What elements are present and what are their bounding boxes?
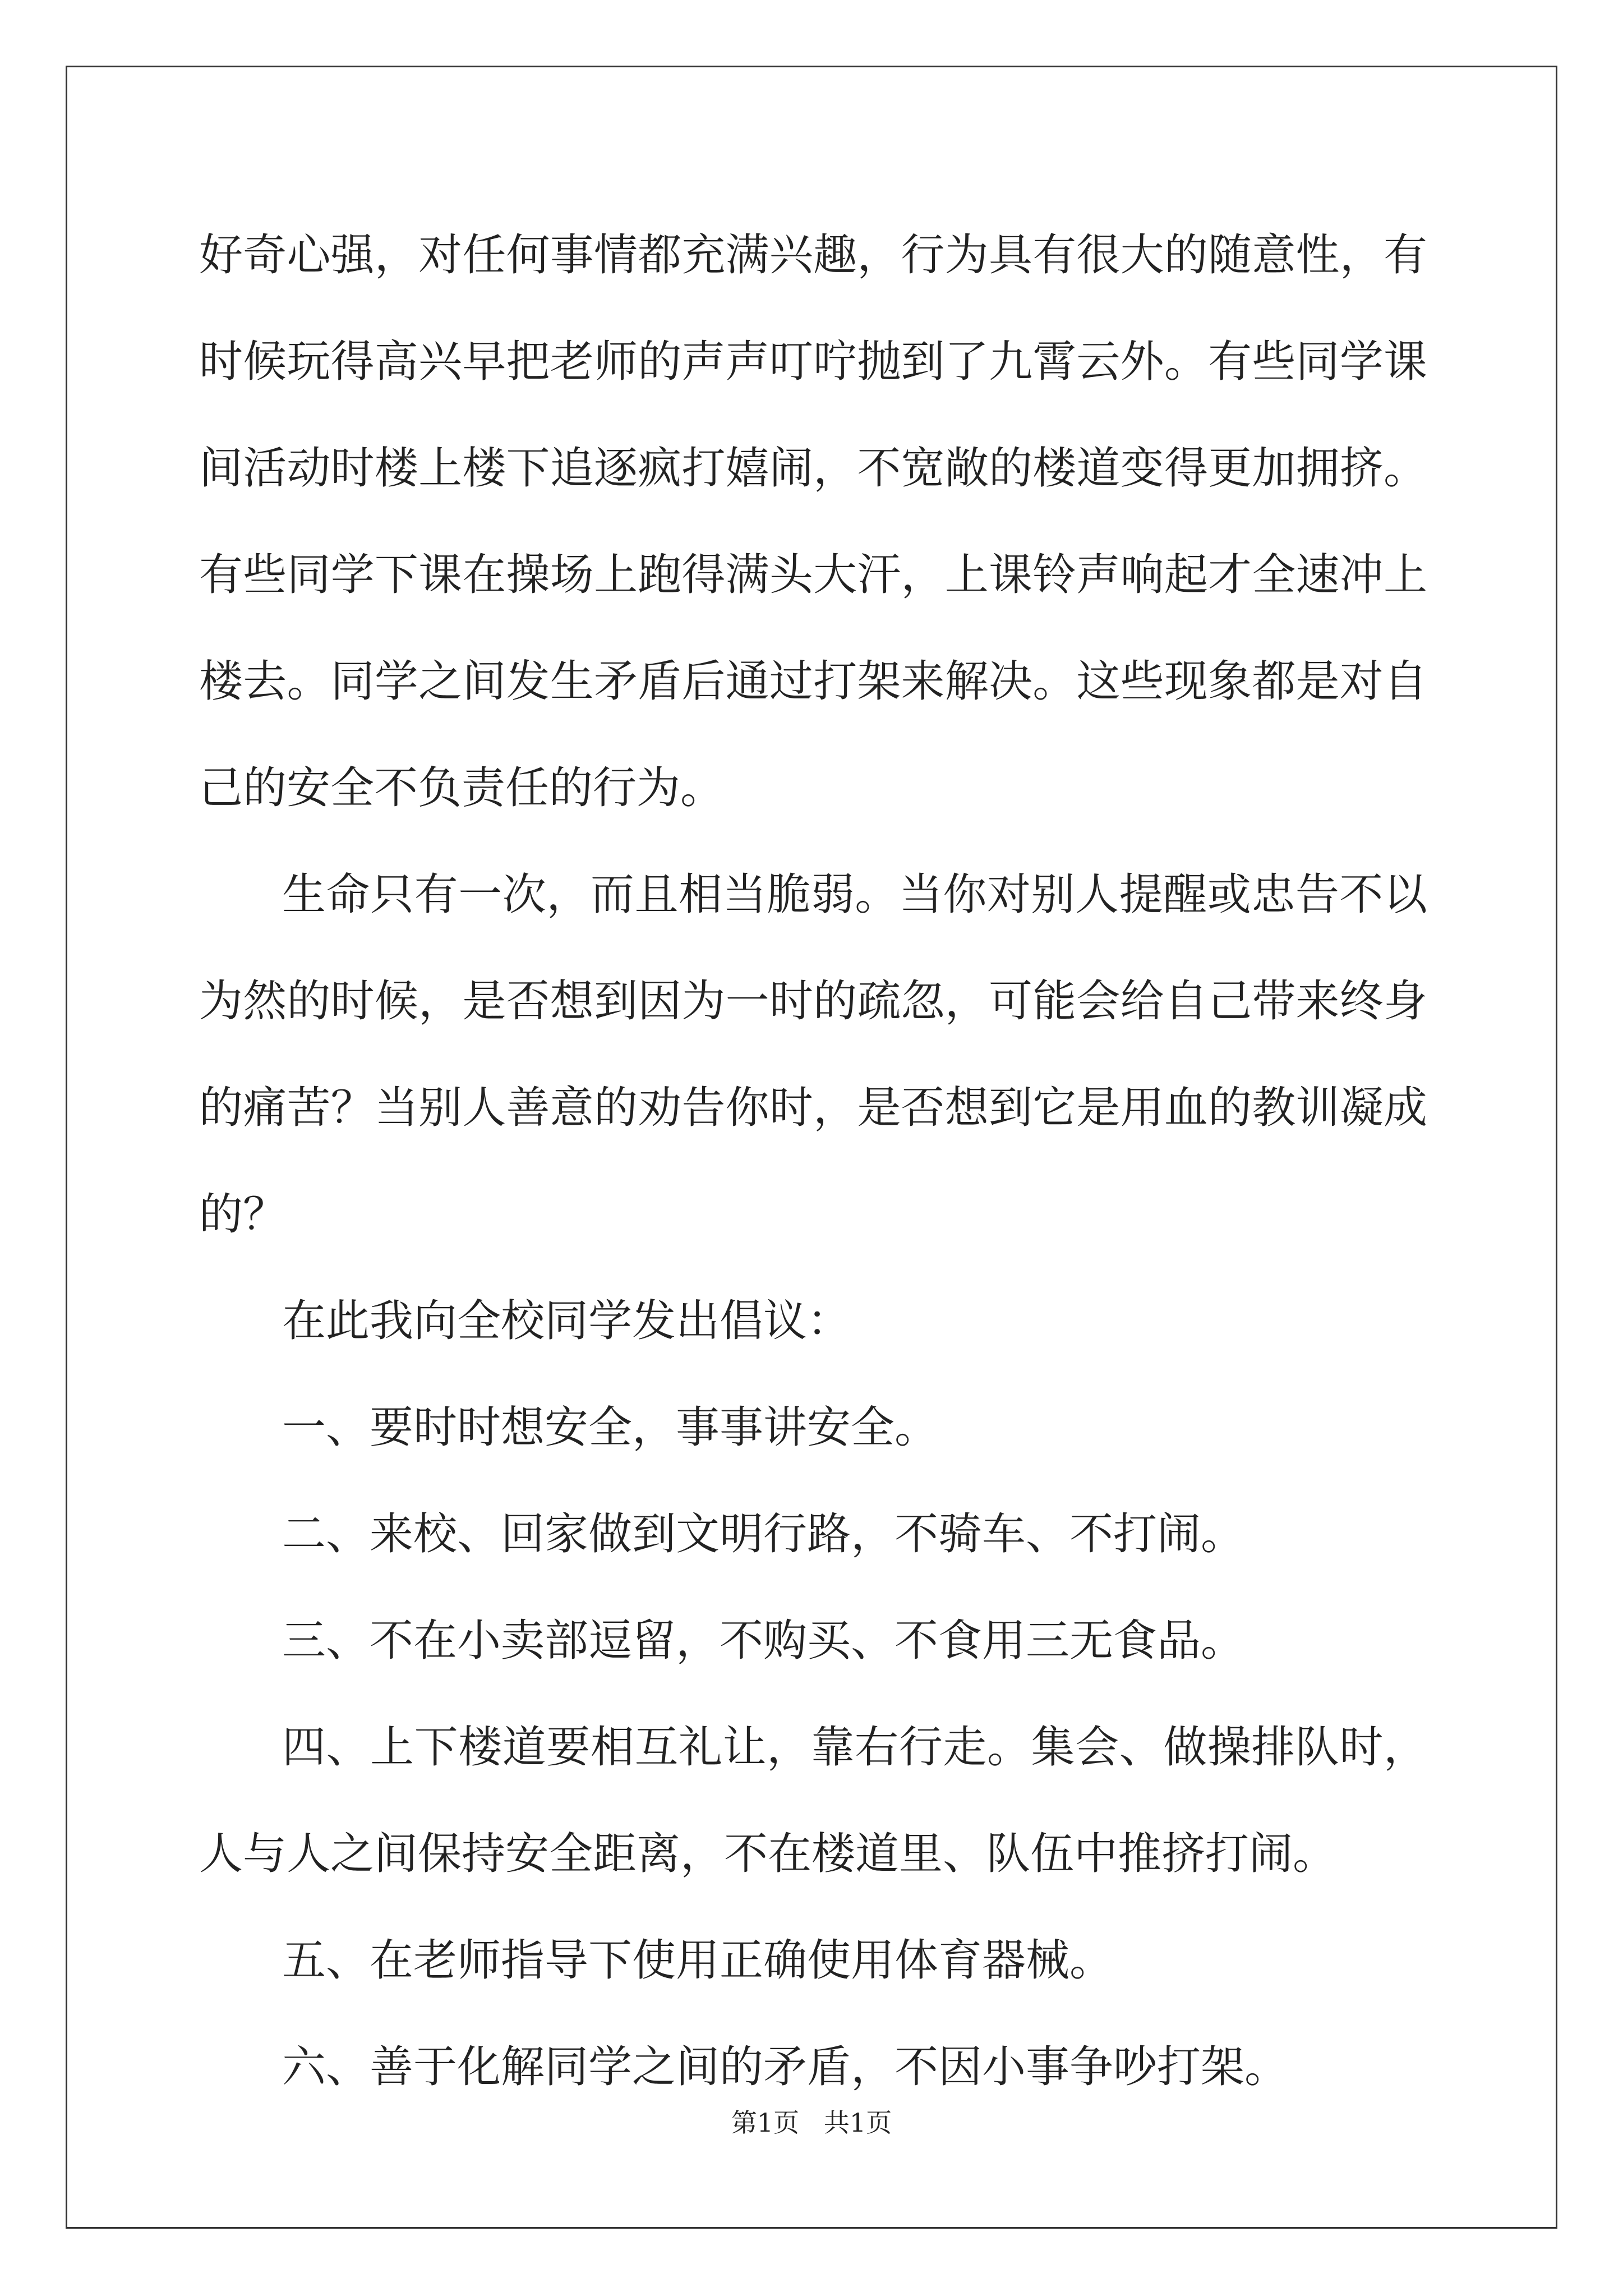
document-body xyxy=(199,202,1427,2120)
list-item-2: 二、来校、回家做到文明行路，不骑车、不打闹。 xyxy=(282,1509,1245,1559)
paragraph-1: 好奇心强，对任何事情都充满兴趣，行为具有很大的随意性，有时候玩得高兴早把老师的声声叮咛抛到了九霄云外。有些同学课间活动时楼上楼下追逐疯打嬉闹，不宽敞的楼道变得更加拥挤。有些同学下课在操场上跑得满头大汗，上课铃声响起才全速冲上楼去。同学之间发生矛盾后通过打架来解决。这些现象都是对自己的安全不负责任的行为。 xyxy=(199,230,1427,813)
paragraph-2: 生命只有一次，而且相当脆弱。当你对别人提醒或忠告不以为然的时候，是否想到因为一时的疏忽，可能会给自己带来终身的痛苦？当别人善意的劝告你时，是否想到它是用血的教训凝成的？ xyxy=(199,869,1427,1240)
paragraph-3: 在此我向全校同学发出倡议： xyxy=(282,1296,851,1346)
list-item-6: 六、善于化解同学之间的矛盾，不因小事争吵打架。 xyxy=(282,2042,1289,2092)
page-number-footer: 第1页 共1页 xyxy=(731,2108,892,2138)
list-item-1: 一、要时时想安全，事事讲安全。 xyxy=(282,1402,939,1453)
list-item-3: 三、不在小卖部逗留，不购买、不食用三无食品。 xyxy=(282,1616,1245,1666)
list-item-4: 四、上下楼道要相互礼让，靠右行走。集会、做操排队时，人与人之间保持安全距离，不在楼道里、队伍中推挤打闹。 xyxy=(199,1722,1427,1879)
list-item-5: 五、在老师指导下使用正确使用体育器械。 xyxy=(282,1935,1114,1986)
